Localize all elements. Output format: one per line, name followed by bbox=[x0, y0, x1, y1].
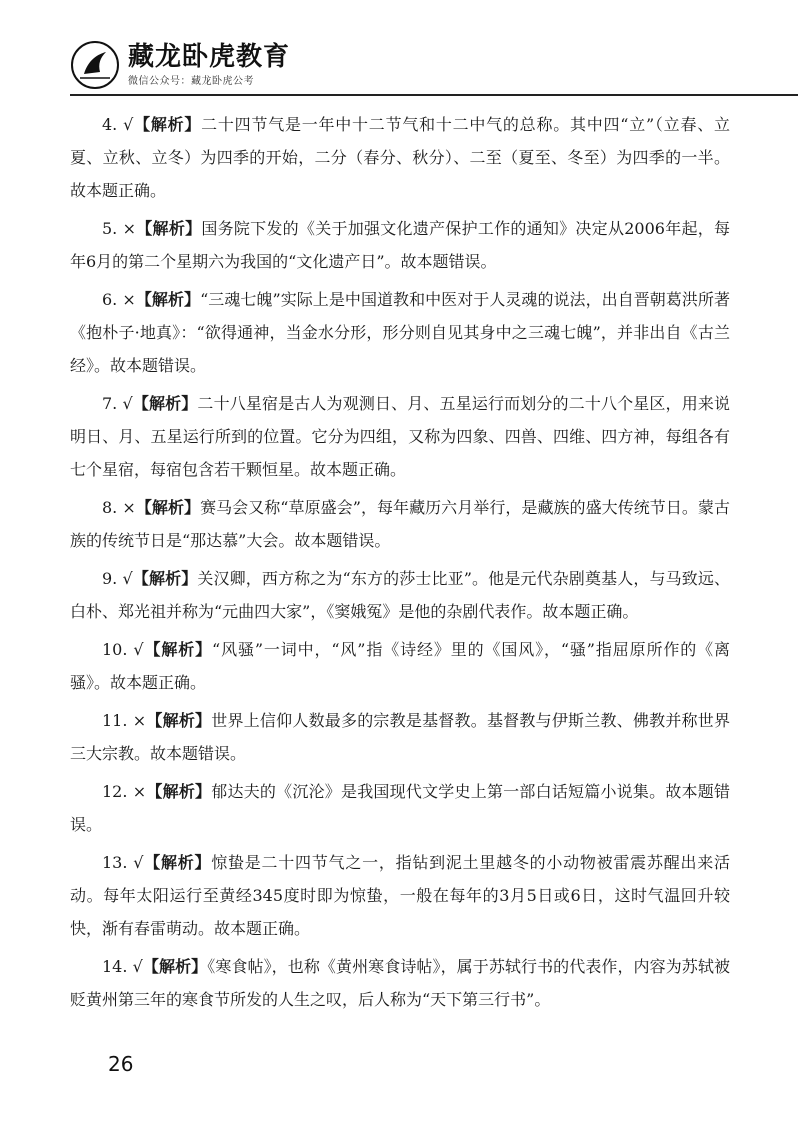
answer-item bbox=[70, 491, 730, 557]
answer-item bbox=[70, 562, 730, 628]
item-number: 12. bbox=[102, 782, 128, 801]
item-number: 4. bbox=[102, 115, 118, 134]
item-mark: √ bbox=[122, 569, 133, 588]
item-text: 惊蛰是二十四节气之一，指钻到泥土里越冬的小动物被雷震苏醒出来活动。每年太阳运行至黄经345度时即为惊蛰，一般在每年的3月5日或6日，这时气温回升较快，渐有春雷萌动。故本题正确。 bbox=[70, 853, 730, 938]
item-mark: × bbox=[122, 219, 137, 238]
item-mark: √ bbox=[133, 853, 144, 872]
item-number: 14. bbox=[102, 957, 128, 976]
item-mark: × bbox=[122, 290, 136, 309]
item-text: “三魂七魄”实际上是中国道教和中医对于人灵魂的说法，出自晋朝葛洪所著《抱朴子·地真》：“欲得通神，当金水分形，形分则自见其身中之三魂七魄”，并非出自《古兰经》。故本题错误。 bbox=[70, 290, 730, 375]
item-mark: √ bbox=[133, 640, 144, 659]
answer-item bbox=[70, 950, 730, 1016]
item-mark: √ bbox=[123, 115, 134, 134]
item-text: 二十四节气是一年中十二节气和十二中气的总称。其中四“立”（立春、立夏、立秋、立冬）为四季的开始，二分（春分、秋分）、二至（夏至、冬至）为四季的一半。故本题正确。 bbox=[70, 115, 730, 200]
answer-item bbox=[70, 633, 730, 699]
brand-logo-icon bbox=[70, 40, 120, 90]
item-tag: 【解析】 bbox=[135, 498, 201, 517]
item-mark: √ bbox=[132, 957, 143, 976]
item-number: 6. bbox=[102, 290, 118, 309]
item-number: 7. bbox=[102, 394, 118, 413]
page-number: 26 bbox=[108, 1052, 134, 1076]
item-mark: × bbox=[132, 711, 147, 730]
item-tag: 【解析】 bbox=[143, 853, 212, 872]
answer-item bbox=[70, 775, 730, 841]
item-text: 《寒食帖》，也称《黄州寒食诗帖》，属于苏轼行书的代表作，内容为苏轼被贬黄州第三年的寒食节所发的人生之叹，后人称为“天下第三行书”。 bbox=[70, 957, 730, 1009]
item-text: “风骚”一词中，“风”指《诗经》里的《国风》，“骚”指屈原所作的《离骚》。故本题正确。 bbox=[70, 640, 730, 692]
item-text: 赛马会又称“草原盛会”，每年藏历六月举行，是藏族的盛大传统节日。蒙古族的传统节日是“那达慕”大会。故本题错误。 bbox=[70, 498, 730, 550]
header-divider bbox=[70, 94, 798, 96]
item-number: 13. bbox=[102, 853, 128, 872]
item-tag: 【解析】 bbox=[143, 640, 213, 659]
answer-item bbox=[70, 212, 730, 278]
item-number: 8. bbox=[102, 498, 118, 517]
answer-item bbox=[70, 108, 730, 207]
answer-item bbox=[70, 387, 730, 486]
item-number: 5. bbox=[102, 219, 118, 238]
page-header bbox=[0, 0, 800, 100]
item-tag: 【解析】 bbox=[146, 711, 212, 730]
brand-title: 藏龙卧虎教育 bbox=[128, 42, 291, 72]
item-mark: √ bbox=[122, 394, 133, 413]
item-mark: × bbox=[132, 782, 147, 801]
item-text: 关汉卿，西方称之为“东方的莎士比亚”。他是元代杂剧奠基人，与马致远、白朴、郑光祖并称为“元曲四大家”，《窦娥冤》是他的杂剧代表作。故本题正确。 bbox=[70, 569, 730, 621]
answer-item bbox=[70, 846, 730, 945]
item-number: 10. bbox=[102, 640, 128, 659]
item-mark: × bbox=[122, 498, 136, 517]
item-text: 二十八星宿是古人为观测日、月、五星运行而划分的二十八个星区，用来说明日、月、五星运行所到的位置。它分为四组，又称为四象、四兽、四维、四方神，每组各有七个星宿，每宿包含若干颗恒星。故本题正确。 bbox=[70, 394, 730, 479]
item-tag: 【解析】 bbox=[135, 290, 201, 309]
answer-item bbox=[70, 704, 730, 770]
item-number: 9. bbox=[102, 569, 118, 588]
item-tag: 【解析】 bbox=[146, 782, 212, 801]
brand-subtitle: 微信公众号：藏龙卧虎公考 bbox=[128, 76, 254, 87]
item-tag: 【解析】 bbox=[133, 115, 202, 134]
item-number: 11. bbox=[102, 711, 128, 730]
answer-item bbox=[70, 283, 730, 382]
item-text: 世界上信仰人数最多的宗教是基督教。基督教与伊斯兰教、佛教并称世界三大宗教。故本题错误。 bbox=[70, 711, 730, 763]
item-tag: 【解析】 bbox=[136, 219, 202, 238]
item-tag: 【解析】 bbox=[132, 394, 198, 413]
item-tag: 【解析】 bbox=[142, 957, 208, 976]
answer-list bbox=[70, 108, 730, 1021]
item-tag: 【解析】 bbox=[132, 569, 198, 588]
item-text: 郁达夫的《沉沦》是我国现代文学史上第一部白话短篇小说集。故本题错误。 bbox=[70, 782, 730, 834]
item-text: 国务院下发的《关于加强文化遗产保护工作的通知》决定从2006年起，每年6月的第二个星期六为我国的“文化遗产日”。故本题错误。 bbox=[70, 219, 730, 271]
